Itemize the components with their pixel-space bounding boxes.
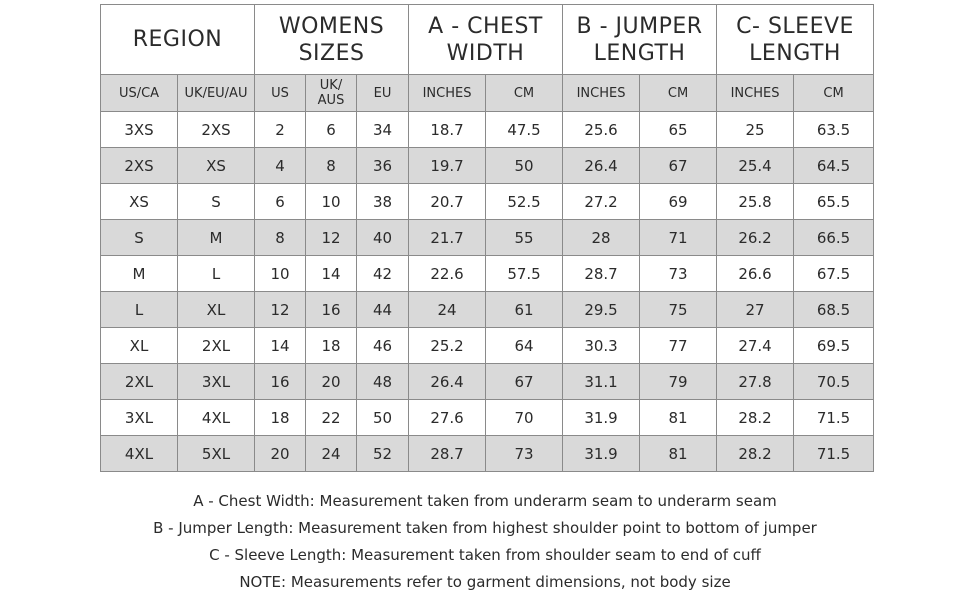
table-cell: 25 (717, 112, 794, 148)
header-line: US (271, 85, 289, 101)
table-cell: XL (101, 328, 178, 364)
table-row (101, 328, 874, 364)
table-cell: 67.5 (794, 256, 874, 292)
table-cell: 14 (306, 256, 357, 292)
table-cell: 2XL (101, 364, 178, 400)
header-line: A - CHEST (428, 13, 543, 39)
table-cell: L (178, 256, 255, 292)
table-cell: 4XL (178, 400, 255, 436)
table-cell: 42 (357, 256, 409, 292)
header-line: LENGTH (593, 40, 686, 66)
table-cell: 5XL (178, 436, 255, 472)
table-cell: 64.5 (794, 148, 874, 184)
header-line: US/CA (118, 85, 160, 101)
table-cell: 25.2 (409, 328, 486, 364)
header-line: INCHES (730, 85, 780, 101)
note-chest-width: A - Chest Width: Measurement taken from underarm seam to underarm seam (193, 492, 777, 510)
table-cell: 27.6 (409, 400, 486, 436)
table-cell: 25.6 (563, 112, 640, 148)
table-cell: 14 (255, 328, 306, 364)
table-cell: 31.9 (563, 400, 640, 436)
table-cell: 52 (357, 436, 409, 472)
table-cell: 65 (640, 112, 717, 148)
table-cell: 16 (306, 292, 357, 328)
table-body (101, 112, 874, 472)
table-cell: 73 (640, 256, 717, 292)
note-jumper-length: B - Jumper Length: Measurement taken from highest shoulder point to bottom of jumper (153, 519, 817, 537)
table-cell: 18 (306, 328, 357, 364)
table-cell: 68.5 (794, 292, 874, 328)
table-cell: 20 (306, 364, 357, 400)
table-cell: 4XL (101, 436, 178, 472)
table-cell: XS (101, 184, 178, 220)
table-cell: 2 (255, 112, 306, 148)
table-cell: 22.6 (409, 256, 486, 292)
table-row (101, 292, 874, 328)
table-cell: 31.1 (563, 364, 640, 400)
table-row (101, 148, 874, 184)
table-cell: 6 (255, 184, 306, 220)
measurement-notes (0, 488, 970, 596)
table-cell: 28.7 (409, 436, 486, 472)
table-cell: 3XS (101, 112, 178, 148)
table-cell: 55 (486, 220, 563, 256)
table-cell: 40 (357, 220, 409, 256)
table-cell: 27.2 (563, 184, 640, 220)
note-garment-dimensions: NOTE: Measurements refer to garment dimensions, not body size (239, 573, 731, 591)
note-sleeve-length: C - Sleeve Length: Measurement taken from shoulder seam to end of cuff (209, 546, 761, 564)
table-row (101, 364, 874, 400)
table-cell: XL (178, 292, 255, 328)
subheader-cm (486, 75, 563, 112)
table-cell: S (101, 220, 178, 256)
table-cell: 71 (640, 220, 717, 256)
table-row (101, 184, 874, 220)
header-line: CM (823, 85, 844, 101)
header-a-chest-width (409, 5, 563, 75)
header-line: INCHES (576, 85, 626, 101)
table-cell: 50 (357, 400, 409, 436)
table-cell: 12 (306, 220, 357, 256)
table-cell: 12 (255, 292, 306, 328)
subheader-uk-eu-au (178, 75, 255, 112)
table-cell: M (178, 220, 255, 256)
table-cell: 50 (486, 148, 563, 184)
table-cell: 22 (306, 400, 357, 436)
table-cell: 69.5 (794, 328, 874, 364)
table-cell: 69 (640, 184, 717, 220)
table-cell: 28.2 (717, 400, 794, 436)
table-cell: 20 (255, 436, 306, 472)
table-cell: 38 (357, 184, 409, 220)
subheader-us (255, 75, 306, 112)
table-cell: 2XS (178, 112, 255, 148)
table-cell: S (178, 184, 255, 220)
table-row (101, 220, 874, 256)
subheader-cm (794, 75, 874, 112)
subheader-cm (640, 75, 717, 112)
table-cell: 26.4 (563, 148, 640, 184)
header-b-jumper-length (563, 5, 717, 75)
subheader-eu (357, 75, 409, 112)
table-cell: 61 (486, 292, 563, 328)
table-cell: 79 (640, 364, 717, 400)
table-cell: 10 (306, 184, 357, 220)
header-womens-sizes (255, 5, 409, 75)
table-cell: 67 (486, 364, 563, 400)
table-cell: 2XS (101, 148, 178, 184)
table-cell: 27.4 (717, 328, 794, 364)
header-line: CM (513, 85, 535, 101)
table-cell: 16 (255, 364, 306, 400)
table-cell: 71.5 (794, 436, 874, 472)
table-cell: 70.5 (794, 364, 874, 400)
table-cell: 18 (255, 400, 306, 436)
table-cell: 25.8 (717, 184, 794, 220)
header-line: WOMENS (278, 13, 385, 39)
table-cell: 75 (640, 292, 717, 328)
table-cell: 44 (357, 292, 409, 328)
subheader-inches (717, 75, 794, 112)
table-cell: 46 (357, 328, 409, 364)
table-row (101, 400, 874, 436)
table-row (101, 112, 874, 148)
table-cell: 48 (357, 364, 409, 400)
table-cell: 31.9 (563, 436, 640, 472)
table-cell: 3XL (101, 400, 178, 436)
table-cell: 25.4 (717, 148, 794, 184)
table-cell: 63.5 (794, 112, 874, 148)
header-line: WIDTH (446, 40, 525, 66)
table-cell: 26.4 (409, 364, 486, 400)
table-cell: 65.5 (794, 184, 874, 220)
table-cell: 4 (255, 148, 306, 184)
table-cell: 36 (357, 148, 409, 184)
header-line: REGION (132, 27, 223, 52)
table-cell: 67 (640, 148, 717, 184)
table-cell: 66.5 (794, 220, 874, 256)
table-cell: M (101, 256, 178, 292)
table-cell: 27.8 (717, 364, 794, 400)
header-line: C- SLEEVE (736, 13, 854, 39)
subheader-uk-aus (306, 75, 357, 112)
sub-header-row (101, 75, 874, 112)
table-cell: 20.7 (409, 184, 486, 220)
group-header-row (101, 5, 874, 75)
table-cell: 70 (486, 400, 563, 436)
table-row (101, 436, 874, 472)
table-cell: 64 (486, 328, 563, 364)
table-cell: 10 (255, 256, 306, 292)
table-cell: 8 (255, 220, 306, 256)
table-cell: 77 (640, 328, 717, 364)
table-cell: 29.5 (563, 292, 640, 328)
table-cell: 28.7 (563, 256, 640, 292)
table-cell: 81 (640, 400, 717, 436)
table-cell: 30.3 (563, 328, 640, 364)
table-cell: 28.2 (717, 436, 794, 472)
size-chart-table (100, 4, 874, 472)
header-line: EU (373, 85, 392, 101)
table-cell: 47.5 (486, 112, 563, 148)
table-cell: 18.7 (409, 112, 486, 148)
table-cell: 19.7 (409, 148, 486, 184)
table-cell: 3XL (178, 364, 255, 400)
header-c-sleeve-length (717, 5, 874, 75)
table-cell: 57.5 (486, 256, 563, 292)
table-cell: 24 (409, 292, 486, 328)
header-line: INCHES (422, 85, 472, 101)
header-line: CM (667, 85, 689, 101)
header-line: UK/EU/AU (184, 85, 248, 101)
table-cell: 21.7 (409, 220, 486, 256)
header-line: SIZES (298, 40, 365, 66)
header-line: B - JUMPER (576, 13, 703, 39)
table-cell: 28 (563, 220, 640, 256)
header-line: UK/ (319, 78, 343, 93)
table-cell: 2XL (178, 328, 255, 364)
table-cell: 81 (640, 436, 717, 472)
table-cell: 27 (717, 292, 794, 328)
header-line: LENGTH (749, 40, 841, 66)
table-row (101, 256, 874, 292)
table-cell: L (101, 292, 178, 328)
table-cell: 26.6 (717, 256, 794, 292)
header-line: AUS (317, 93, 345, 108)
table-cell: 6 (306, 112, 357, 148)
table-cell: XS (178, 148, 255, 184)
header-region (101, 5, 255, 75)
subheader-us-ca (101, 75, 178, 112)
subheader-inches (409, 75, 486, 112)
table-cell: 24 (306, 436, 357, 472)
table-cell: 52.5 (486, 184, 563, 220)
table-cell: 34 (357, 112, 409, 148)
table-cell: 73 (486, 436, 563, 472)
table-cell: 8 (306, 148, 357, 184)
subheader-inches (563, 75, 640, 112)
table-cell: 26.2 (717, 220, 794, 256)
table-cell: 71.5 (794, 400, 874, 436)
